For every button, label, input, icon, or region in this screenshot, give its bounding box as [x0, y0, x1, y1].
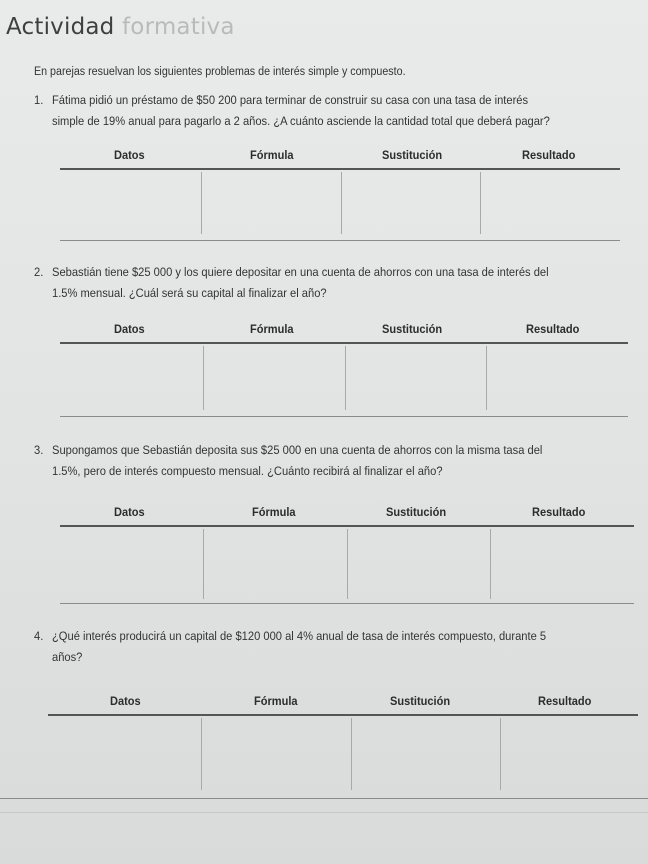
- answer-table-1: [60, 148, 620, 248]
- page-edge-line: [0, 812, 648, 813]
- header-sustitucion: Sustitución: [386, 505, 447, 519]
- column-divider[interactable]: [480, 172, 481, 234]
- problem-text-line2: años?: [52, 650, 83, 664]
- header-datos: Datos: [110, 694, 141, 708]
- problem-text-line1: Supongamos que Sebastián deposita sus $25 000 en una cuenta de ahorros con la misma tasa del: [52, 443, 543, 457]
- problem-text-line1: Fátima pidió un préstamo de $50 200 para terminar de construir su casa con una tasa de interés: [52, 93, 529, 107]
- column-divider[interactable]: [347, 529, 348, 599]
- header-datos: Datos: [114, 148, 145, 162]
- column-divider[interactable]: [486, 346, 487, 410]
- problem-text-line2: simple de 19% anual para pagarlo a 2 años. ¿A cuánto asciende la cantidad total que deberá pagar?: [52, 114, 550, 128]
- problem-text-line1: ¿Qué interés producirá un capital de $120 000 al 4% anual de tasa de interés compuesto, durante 5: [52, 629, 547, 643]
- instructions: En parejas resuelvan los siguientes problemas de interés simple y compuesto.: [34, 66, 406, 78]
- problem-number: 3.: [34, 443, 44, 457]
- problem-text-line1: Sebastián tiene $25 000 y los quiere depositar en una cuenta de ahorros con una tasa de interés del: [52, 265, 549, 279]
- problem-number: 4.: [34, 629, 44, 643]
- header-resultado: Resultado: [538, 694, 592, 708]
- header-rule: [60, 525, 634, 527]
- header-formula: Fórmula: [250, 148, 294, 162]
- column-divider[interactable]: [345, 346, 346, 410]
- problem-2: [34, 262, 549, 304]
- column-divider[interactable]: [490, 529, 491, 599]
- problem-4: [34, 626, 546, 668]
- header-rule: [60, 342, 628, 344]
- header-datos: Datos: [114, 322, 145, 336]
- header-rule: [60, 168, 620, 170]
- header-sustitucion: Sustitución: [390, 694, 451, 708]
- header-resultado: Resultado: [532, 505, 586, 519]
- table-bottom-rule: [60, 240, 620, 241]
- column-divider[interactable]: [203, 529, 204, 599]
- header-rule: [48, 714, 638, 716]
- title-faded: formativa: [122, 14, 235, 40]
- problem-text-line2: 1.5%, pero de interés compuesto mensual. ¿Cuánto recibirá al finalizar el año?: [52, 464, 443, 478]
- problem-text-line2: 1.5% mensual. ¿Cuál será su capital al finalizar el año?: [52, 286, 327, 300]
- problem-3: [34, 440, 542, 482]
- column-divider[interactable]: [500, 718, 501, 790]
- header-datos: Datos: [114, 505, 145, 519]
- header-sustitucion: Sustitución: [382, 148, 443, 162]
- table-bottom-rule: [60, 603, 634, 604]
- column-divider[interactable]: [341, 172, 342, 234]
- title-main: Actividad: [6, 14, 122, 40]
- header-formula: Fórmula: [252, 505, 296, 519]
- header-formula: Fórmula: [250, 322, 294, 336]
- problem-1: [34, 90, 550, 132]
- problem-number: 2.: [34, 265, 44, 279]
- answer-table-2: [60, 322, 628, 422]
- header-formula: Fórmula: [254, 694, 298, 708]
- column-divider[interactable]: [201, 718, 202, 790]
- header-resultado: Resultado: [522, 148, 576, 162]
- answer-table-3: [60, 505, 634, 605]
- page-title: [6, 14, 235, 40]
- column-divider[interactable]: [201, 172, 202, 234]
- table-bottom-rule: [0, 798, 648, 799]
- table-bottom-rule: [60, 416, 628, 417]
- answer-table-4: [48, 694, 638, 794]
- column-divider[interactable]: [351, 718, 352, 790]
- column-divider[interactable]: [203, 346, 204, 410]
- problem-number: 1.: [34, 93, 44, 107]
- header-resultado: Resultado: [526, 322, 580, 336]
- header-sustitucion: Sustitución: [382, 322, 443, 336]
